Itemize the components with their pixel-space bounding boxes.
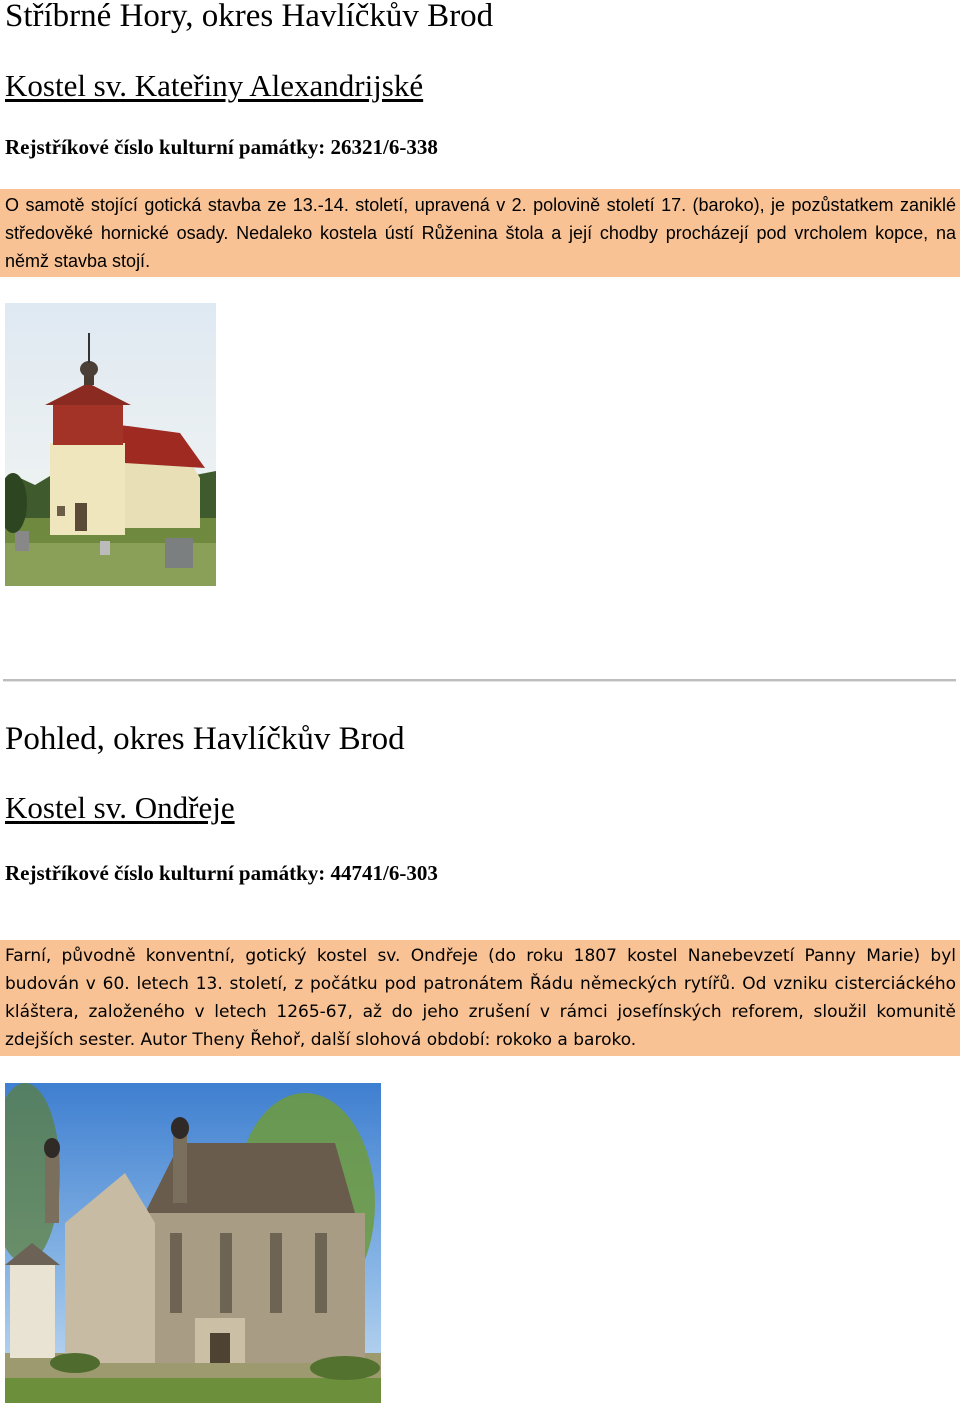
place-title: Stříbrné Hory, okres Havlíčkův Brod — [5, 0, 494, 34]
registry-number-2: Rejstříkové číslo kulturní památky: 44741/6-303 — [5, 861, 438, 885]
place-title-2: Pohled, okres Havlíčkův Brod — [5, 721, 405, 757]
church-title: Kostel sv. Kateřiny Alexandrijské — [5, 68, 424, 103]
church-title-2: Kostel sv. Ondřeje — [5, 790, 235, 825]
church-description: O samotě stojící gotická stavba ze 13.-14. století, upravená v 2. polovině století 17. (baroko), je pozůstatkem zaniklé středověké hornické osady. Nedaleko kostela ústí Růženina štola a její chodby procházejí pod vrcholem kopce, na němž stavba stojí. — [0, 189, 960, 277]
registry-number: Rejstříkové číslo kulturní památky: 26321/6-338 — [5, 135, 438, 159]
church-photo — [5, 303, 216, 586]
church-photo-2 — [5, 1083, 381, 1403]
church-description-2: Farní, původně konventní, gotický kostel sv. Ondřeje (do roku 1807 kostel Nanebevzetí Panny Marie) byl budován v 60. letech 13. století, z počátku pod patronátem Řádu německých rytířů. Od vzniku cisterciáckého kláštera, založeného v letech 1265-67, až do jeho zrušení v rámci josefínských reforem, sloužil komunitě zdejších sester. Autor Theny Řehoř, další slohová období: rokoko a baroko. — [0, 940, 960, 1056]
section-divider — [3, 679, 956, 682]
